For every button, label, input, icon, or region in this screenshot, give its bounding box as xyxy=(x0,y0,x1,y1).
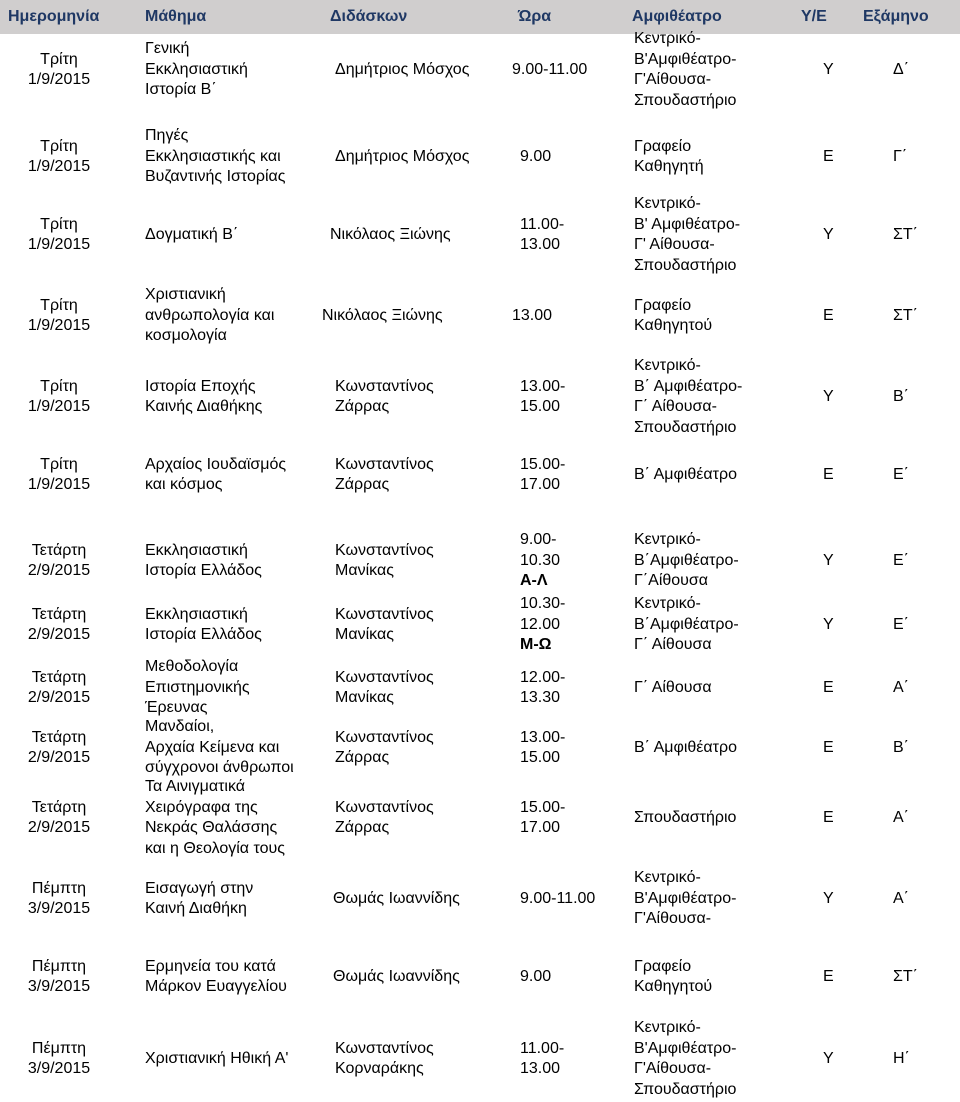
row-2-date xyxy=(14,215,104,256)
row-11-time xyxy=(520,889,595,910)
row-1-time xyxy=(520,147,551,168)
row-13-semester xyxy=(893,1049,910,1070)
row-3-course xyxy=(145,285,274,347)
row-12-course-line: Ερμηνεία του κατά xyxy=(145,957,276,975)
row-13-time-line: 11.00- xyxy=(520,1039,565,1057)
row-9-course-line: Αρχαία Κείμενα και xyxy=(145,738,280,756)
row-10-teacher-line: Κωνσταντίνος xyxy=(335,798,434,816)
row-6-room-line: Γ΄Αίθουσα xyxy=(634,572,709,590)
header-course: Μάθημα xyxy=(145,8,207,25)
row-11-type xyxy=(823,889,834,910)
row-13-course xyxy=(145,1049,288,1070)
row-6-time-line: 10.30 xyxy=(520,551,561,569)
row-6-semester-line: Ε΄ xyxy=(893,551,909,569)
row-5-type xyxy=(823,465,834,486)
row-8-time-line: 13.30 xyxy=(520,689,561,706)
row-10-type xyxy=(823,808,834,829)
row-1-course-line: Πηγές xyxy=(145,127,189,145)
row-1-date-line: 1/9/2015 xyxy=(27,158,91,175)
row-12-type-line: Ε xyxy=(823,967,834,985)
row-10-time-line: 15.00- xyxy=(520,798,566,816)
row-4-time-line: 15.00 xyxy=(520,398,561,415)
row-7-course xyxy=(145,605,262,646)
row-5-room xyxy=(634,465,737,486)
row-4-date xyxy=(14,377,104,418)
row-5-date-line: 1/9/2015 xyxy=(27,476,91,493)
row-1-date xyxy=(14,137,104,178)
row-2-room-line: Γ' Αίθουσα- xyxy=(634,236,715,253)
row-5-teacher-line: Ζάρρας xyxy=(335,476,390,493)
row-10-course xyxy=(145,777,285,859)
row-1-semester xyxy=(893,147,907,168)
row-11-semester xyxy=(893,889,909,910)
row-0-room-line: Β'Αμφιθέατρο- xyxy=(634,50,737,68)
row-0-teacher-line: Δημήτριος Μόσχος xyxy=(335,60,470,78)
row-4-type-line: Υ xyxy=(823,387,834,405)
row-3-room-line: Γραφείο xyxy=(634,296,692,314)
row-8-room xyxy=(634,678,712,699)
row-3-date-line: 1/9/2015 xyxy=(27,317,91,334)
row-5-course-line: και κόσμος xyxy=(145,476,223,493)
row-9-date xyxy=(14,728,104,769)
header-date: Ημερομηνία xyxy=(8,8,100,25)
row-1-course-line: Βυζαντινής Ιστορίας xyxy=(145,168,286,186)
row-4-teacher xyxy=(335,377,434,418)
row-8-time xyxy=(520,668,565,709)
row-8-course-line: Επιστημονικής xyxy=(145,678,250,696)
row-2-date-line: 1/9/2015 xyxy=(27,236,91,253)
row-0-course xyxy=(145,39,248,101)
row-6-room-line: Β΄Αμφιθέατρο- xyxy=(634,551,739,569)
row-6-teacher xyxy=(335,541,434,582)
row-3-semester-line: ΣΤ΄ xyxy=(893,306,918,324)
row-2-teacher xyxy=(330,225,451,246)
row-1-date-line: Τρίτη xyxy=(40,137,78,155)
row-11-date xyxy=(14,879,104,920)
row-7-semester-line: Ε΄ xyxy=(893,615,909,633)
row-5-semester xyxy=(893,465,909,486)
row-4-course-line: Καινής Διαθήκης xyxy=(145,398,263,415)
row-0-type-line: Υ xyxy=(823,60,834,78)
row-0-course-line: Ιστορία Β΄ xyxy=(145,81,217,99)
row-11-room-line: Κεντρικό- xyxy=(634,869,701,887)
row-10-semester-line: Α΄ xyxy=(893,808,909,826)
row-4-teacher-line: Ζάρρας xyxy=(335,398,390,415)
row-6-time-line: 9.00- xyxy=(520,531,557,549)
row-4-time-line: 13.00- xyxy=(520,377,566,395)
row-11-date-line: Πέμπτη xyxy=(31,879,87,897)
row-6-room xyxy=(634,530,739,592)
header-room: Αμφιθέατρο xyxy=(632,8,722,25)
row-6-date-line: Τετάρτη xyxy=(31,541,87,559)
row-4-room-line: Σπουδαστήριο xyxy=(634,418,737,436)
row-10-time-line: 17.00 xyxy=(520,819,561,836)
header-semester: Εξάμηνο xyxy=(863,8,929,25)
row-6-type-line: Υ xyxy=(823,551,834,569)
row-12-room-line: Καθηγητού xyxy=(634,978,713,995)
row-3-type-line: Ε xyxy=(823,306,834,324)
row-9-course xyxy=(145,717,294,779)
row-4-room xyxy=(634,356,742,438)
row-11-course-line: Καινή Διαθήκη xyxy=(145,900,247,917)
row-0-date-line: 1/9/2015 xyxy=(27,71,91,88)
row-13-date xyxy=(14,1039,104,1080)
row-8-teacher xyxy=(335,668,434,709)
row-12-date-line: 3/9/2015 xyxy=(27,978,91,995)
row-0-room-line: Σπουδαστήριο xyxy=(634,91,737,109)
row-13-date-line: 3/9/2015 xyxy=(27,1060,91,1077)
row-6-time xyxy=(520,530,560,592)
row-12-date xyxy=(14,957,104,998)
row-6-room-line: Κεντρικό- xyxy=(634,531,701,549)
row-5-teacher xyxy=(335,455,434,496)
row-11-room-line: Γ'Αίθουσα- xyxy=(634,910,712,928)
row-3-room xyxy=(634,296,712,337)
row-8-teacher-line: Κωνσταντίνος xyxy=(335,668,434,686)
row-3-semester xyxy=(893,306,918,327)
row-11-teacher-line: Θωμάς Ιωαννίδης xyxy=(333,889,460,907)
row-10-time xyxy=(520,798,565,839)
row-8-teacher-line: Μανίκας xyxy=(335,689,394,706)
row-7-date xyxy=(14,605,104,646)
row-13-course-line: Χριστιανική Ηθική Α' xyxy=(145,1049,289,1067)
row-5-semester-line: Ε΄ xyxy=(893,465,909,483)
row-8-type xyxy=(823,678,834,699)
row-13-date-line: Πέμπτη xyxy=(31,1039,87,1057)
row-0-semester xyxy=(893,60,909,81)
row-5-teacher-line: Κωνσταντίνος xyxy=(335,455,434,473)
row-10-room xyxy=(634,808,736,829)
row-4-room-line: Κεντρικό- xyxy=(634,357,701,374)
row-6-date-line: 2/9/2015 xyxy=(27,562,91,579)
row-12-type xyxy=(823,967,834,988)
row-8-course-line: Μεθοδολογία xyxy=(145,658,239,676)
row-2-course xyxy=(145,225,238,246)
row-11-room xyxy=(634,868,736,930)
row-13-type xyxy=(823,1049,834,1070)
row-2-room-line: Σπουδαστήριο xyxy=(634,256,737,274)
row-0-room-line: Κεντρικό- xyxy=(634,30,701,47)
row-1-course xyxy=(145,126,286,188)
row-10-date-line: 2/9/2015 xyxy=(27,819,91,836)
row-9-teacher-line: Κωνσταντίνος xyxy=(335,728,434,746)
row-12-date-line: Πέμπτη xyxy=(31,957,87,975)
row-4-semester-line: Β΄ xyxy=(893,387,909,405)
row-9-date-line: 2/9/2015 xyxy=(27,749,91,766)
row-4-teacher-line: Κωνσταντίνος xyxy=(335,377,434,395)
row-9-date-line: Τετάρτη xyxy=(31,728,87,746)
row-10-teacher xyxy=(335,798,434,839)
row-0-semester-line: Δ΄ xyxy=(893,60,910,78)
row-1-room-line: Γραφείο xyxy=(634,137,692,155)
row-7-semester xyxy=(893,615,909,636)
row-0-time-line: 9.00-11.00 xyxy=(512,60,588,78)
row-2-semester xyxy=(893,225,918,246)
row-10-type-line: Ε xyxy=(823,808,834,826)
row-1-teacher xyxy=(335,147,469,168)
row-3-teacher xyxy=(322,306,443,327)
row-12-course xyxy=(145,957,287,998)
row-7-room-line: Β΄Αμφιθέατρο- xyxy=(634,615,739,633)
row-5-time-line: 17.00 xyxy=(520,476,561,493)
row-12-semester-line: ΣΤ΄ xyxy=(893,967,918,985)
row-7-time xyxy=(520,594,565,656)
row-2-time xyxy=(520,215,564,256)
row-10-course-line: Νεκράς Θαλάσσης xyxy=(145,819,278,836)
row-6-course-line: Εκκλησιαστική xyxy=(145,541,248,559)
row-10-room-line: Σπουδαστήριο xyxy=(634,808,737,826)
row-9-room-line: Β΄ Αμφιθέατρο xyxy=(634,738,737,756)
row-0-time xyxy=(512,60,587,81)
row-1-type-line: Ε xyxy=(823,147,834,165)
row-12-semester xyxy=(893,967,918,988)
row-4-date-line: 1/9/2015 xyxy=(27,398,91,415)
row-1-room xyxy=(634,137,704,178)
row-13-room-line: Κεντρικό- xyxy=(634,1019,701,1036)
row-2-course-line: Δογματική Β΄ xyxy=(145,225,239,243)
row-3-course-line: ανθρωπολογία και xyxy=(145,306,275,324)
row-10-course-line: Χειρόγραφα της xyxy=(145,798,258,816)
row-2-type-line: Υ xyxy=(823,225,834,243)
row-13-time-line: 13.00 xyxy=(520,1060,561,1077)
row-8-course xyxy=(145,657,250,719)
row-12-room xyxy=(634,957,712,998)
row-5-course xyxy=(145,455,286,496)
row-1-course-line: Εκκλησιαστικής και xyxy=(145,147,281,165)
row-9-teacher-line: Ζάρρας xyxy=(335,749,390,766)
row-1-semester-line: Γ΄ xyxy=(893,147,908,165)
row-4-semester xyxy=(893,387,909,408)
row-9-time xyxy=(520,728,565,769)
row-3-course-line: κοσμολογία xyxy=(145,327,227,345)
row-6-teacher-line: Κωνσταντίνος xyxy=(335,541,434,559)
row-8-course-line: Έρευνας xyxy=(145,699,208,717)
row-7-time-line: 10.30- xyxy=(520,595,566,613)
row-7-room-line: Κεντρικό- xyxy=(634,595,701,613)
row-7-type xyxy=(823,615,834,636)
row-4-room-line: Β΄ Αμφιθέατρο- xyxy=(634,377,743,395)
row-0-teacher xyxy=(335,60,469,81)
row-5-time-line: 15.00- xyxy=(520,455,566,473)
row-11-type-line: Υ xyxy=(823,889,834,907)
row-0-room-line: Γ'Αίθουσα- xyxy=(634,71,712,88)
row-2-time-line: 13.00 xyxy=(520,236,561,253)
row-2-room xyxy=(634,194,740,276)
row-7-room xyxy=(634,594,739,656)
row-3-room-line: Καθηγητού xyxy=(634,317,713,334)
row-12-room-line: Γραφείο xyxy=(634,957,692,975)
row-8-semester xyxy=(893,678,909,699)
row-4-date-line: Τρίτη xyxy=(40,377,78,395)
row-3-date-line: Τρίτη xyxy=(40,296,78,314)
row-9-semester xyxy=(893,738,909,759)
row-3-time xyxy=(512,306,552,327)
row-13-time xyxy=(520,1039,564,1080)
row-6-time-line: Α-Λ xyxy=(520,572,548,590)
row-13-room-line: Β'Αμφιθέατρο- xyxy=(634,1039,737,1057)
row-0-room xyxy=(634,29,736,111)
row-0-date xyxy=(14,50,104,91)
row-9-room xyxy=(634,738,737,759)
row-9-time-line: 15.00 xyxy=(520,749,561,766)
row-4-course xyxy=(145,377,262,418)
row-10-date-line: Τετάρτη xyxy=(31,798,87,816)
row-0-course-line: Εκκλησιαστική xyxy=(145,60,248,78)
row-7-teacher-line: Μανίκας xyxy=(335,626,394,643)
row-1-time-line: 9.00 xyxy=(520,147,552,165)
row-11-time-line: 9.00-11.00 xyxy=(520,889,596,907)
row-13-room-line: Γ'Αίθουσα- xyxy=(634,1060,712,1077)
row-13-room-line: Σπουδαστήριο xyxy=(634,1080,737,1098)
row-2-semester-line: ΣΤ΄ xyxy=(893,225,918,243)
row-7-teacher-line: Κωνσταντίνος xyxy=(335,605,434,623)
row-2-type xyxy=(823,225,834,246)
row-1-teacher-line: Δημήτριος Μόσχος xyxy=(335,147,470,165)
row-8-semester-line: Α΄ xyxy=(893,678,909,696)
row-9-type xyxy=(823,738,834,759)
row-1-type xyxy=(823,147,834,168)
row-6-type xyxy=(823,551,834,572)
row-4-type xyxy=(823,387,834,408)
row-12-time xyxy=(520,967,551,988)
row-5-time xyxy=(520,455,565,496)
row-7-date-line: 2/9/2015 xyxy=(27,626,91,643)
row-6-teacher-line: Μανίκας xyxy=(335,562,394,579)
row-12-teacher-line: Θωμάς Ιωαννίδης xyxy=(333,967,460,985)
row-7-time-line: 12.00 xyxy=(520,615,561,633)
header-type: Υ/Ε xyxy=(801,8,827,25)
row-13-type-line: Υ xyxy=(823,1049,834,1067)
row-5-type-line: Ε xyxy=(823,465,834,483)
row-12-time-line: 9.00 xyxy=(520,967,552,985)
row-0-course-line: Γενική xyxy=(145,40,190,58)
row-9-semester-line: Β΄ xyxy=(893,738,909,756)
row-5-room-line: Β΄ Αμφιθέατρο xyxy=(634,465,737,483)
row-7-time-line: Μ-Ω xyxy=(520,636,552,654)
row-2-teacher-line: Νικόλαος Ξιώνης xyxy=(330,225,451,243)
row-4-room-line: Γ΄ Αίθουσα- xyxy=(634,398,717,415)
row-4-course-line: Ιστορία Εποχής xyxy=(145,377,256,395)
row-10-teacher-line: Ζάρρας xyxy=(335,819,390,836)
row-0-type xyxy=(823,60,834,81)
row-2-time-line: 11.00- xyxy=(520,215,565,233)
row-11-course xyxy=(145,879,253,920)
row-10-semester xyxy=(893,808,909,829)
row-7-course-line: Εκκλησιαστική xyxy=(145,605,248,623)
row-13-teacher-line: Κωνσταντίνος xyxy=(335,1039,434,1057)
row-3-course-line: Χριστιανική xyxy=(145,286,226,304)
row-5-course-line: Αρχαίος Ιουδαϊσμός xyxy=(145,455,287,473)
row-8-type-line: Ε xyxy=(823,678,834,696)
row-4-time xyxy=(520,377,565,418)
row-8-room-line: Γ΄ Αίθουσα xyxy=(634,678,712,696)
row-10-course-line: και η Θεολογία τους xyxy=(145,839,285,857)
row-3-date xyxy=(14,296,104,337)
row-11-date-line: 3/9/2015 xyxy=(27,900,91,917)
row-2-room-line: Κεντρικό- xyxy=(634,195,701,212)
row-12-teacher xyxy=(333,967,460,988)
row-11-course-line: Εισαγωγή στην xyxy=(145,879,254,897)
row-11-room-line: Β'Αμφιθέατρο- xyxy=(634,889,737,907)
row-7-course-line: Ιστορία Ελλάδος xyxy=(145,626,262,643)
row-9-time-line: 13.00- xyxy=(520,728,566,746)
row-9-course-line: σύγχρονοι άνθρωποι xyxy=(145,759,294,777)
row-8-date-line: 2/9/2015 xyxy=(27,689,91,706)
row-9-type-line: Ε xyxy=(823,738,834,756)
row-7-date-line: Τετάρτη xyxy=(31,605,87,623)
row-3-time-line: 13.00 xyxy=(512,306,553,324)
row-9-teacher xyxy=(335,728,434,769)
row-2-room-line: Β' Αμφιθέατρο- xyxy=(634,215,741,233)
row-6-date xyxy=(14,541,104,582)
row-8-time-line: 12.00- xyxy=(520,668,566,686)
row-13-semester-line: Η΄ xyxy=(893,1049,910,1067)
row-10-course-line: Τα Αινιγματικά xyxy=(145,778,246,795)
row-12-course-line: Μάρκον Ευαγγελίου xyxy=(145,978,287,995)
row-5-date-line: Τρίτη xyxy=(40,455,78,473)
row-10-date xyxy=(14,798,104,839)
row-6-course xyxy=(145,541,262,582)
row-6-course-line: Ιστορία Ελλάδος xyxy=(145,562,262,579)
row-8-date xyxy=(14,668,104,709)
row-3-type xyxy=(823,306,834,327)
row-11-semester-line: Α΄ xyxy=(893,889,909,907)
row-0-date-line: Τρίτη xyxy=(40,50,78,68)
row-5-date xyxy=(14,455,104,496)
row-2-date-line: Τρίτη xyxy=(40,215,78,233)
row-3-teacher-line: Νικόλαος Ξιώνης xyxy=(322,306,443,324)
header-time: Ώρα xyxy=(518,8,552,25)
row-13-room xyxy=(634,1018,736,1100)
row-7-room-line: Γ΄ Αίθουσα xyxy=(634,636,712,654)
row-9-course-line: Μανδαίοι, xyxy=(145,718,215,736)
row-7-type-line: Υ xyxy=(823,615,834,633)
row-1-room-line: Καθηγητή xyxy=(634,158,704,175)
row-13-teacher xyxy=(335,1039,434,1080)
row-11-teacher xyxy=(333,889,460,910)
row-7-teacher xyxy=(335,605,434,646)
header-teacher: Διδάσκων xyxy=(330,8,408,25)
row-8-date-line: Τετάρτη xyxy=(31,668,87,686)
row-13-teacher-line: Κορναράκης xyxy=(335,1060,424,1077)
row-6-semester xyxy=(893,551,909,572)
